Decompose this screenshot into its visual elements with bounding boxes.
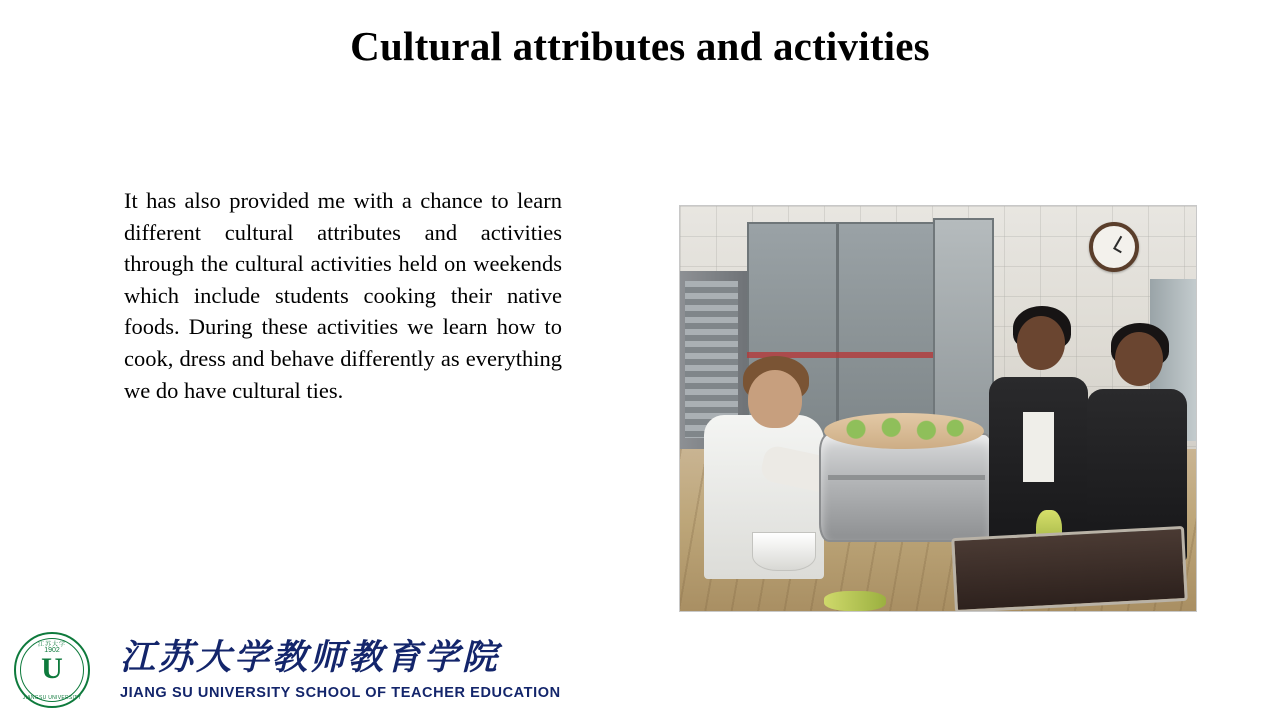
logo-badge-year: 1902 [44,647,60,654]
page-title: Cultural attributes and activities [350,23,930,69]
logo-text-block [120,639,561,701]
cook-head [748,370,802,428]
white-bowl [752,532,816,570]
student-head [1017,316,1065,370]
university-logo [14,632,561,708]
steamer-pot [819,433,993,542]
vegetable-left [824,591,886,611]
logo-badge-letter: U [41,652,63,685]
student-shirt [1023,412,1053,482]
logo-badge-en: JIANGSU UNIVERSITY [22,695,82,701]
logo-english-name: JIANG SU UNIVERSITY SCHOOL OF TEACHER EDUCATION [120,684,561,701]
body-paragraph: It has also provided me with a chance to learn different cultural attributes and activities through the cultural activities held on weekends which include students cooking their native foods. During these activities we learn how to cook, dress and behave differently as everything we do have cultural ties. [124,188,562,403]
dumplings [824,413,984,449]
logo-chinese-name: 江苏大学教师教育学院 [120,638,501,678]
content-photo [679,205,1197,612]
photo-illustration [680,206,1196,611]
student-head [1115,332,1163,386]
dark-tray [951,526,1188,611]
logo-badge-icon [14,632,90,708]
logo-badge-cn: 江苏大学 [37,642,66,648]
